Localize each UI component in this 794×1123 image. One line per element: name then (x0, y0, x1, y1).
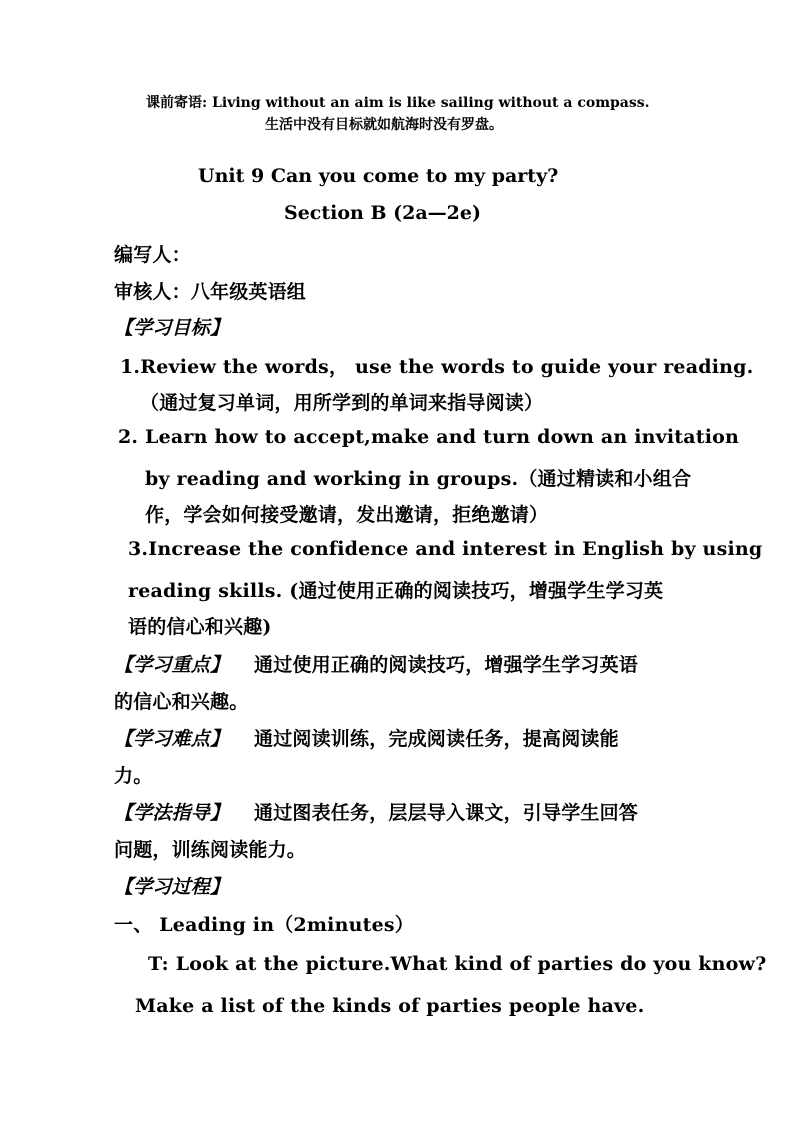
objectives-heading: 【学习目标】 (114, 317, 230, 339)
step-leading-in: 一、 Leading in（2minutes） (114, 914, 414, 936)
difficulties-text-cont: 力。 (114, 765, 153, 787)
writer-label: 编写人： (114, 244, 191, 266)
objective-2-cont-zh: 作，学会如何接受邀请，发出邀请，拒绝邀请） (145, 504, 549, 526)
method-text: 通过图表任务，层层导入课文，引导学生回答 (254, 802, 639, 824)
objective-3-cont-zh: 语的信心和兴趣) (128, 616, 272, 638)
objective-2: 2. Learn how to accept,make and turn down an invitation (118, 426, 740, 448)
objective-1: 1.Review the words， use the words to guide your reading. (120, 356, 754, 378)
motto-english: 课前寄语: Living without an aim is like sailing without a compass. (146, 95, 650, 111)
objective-3: 3.Increase the confidence and interest in English by using (128, 538, 763, 560)
difficulties-text: 通过阅读训练，完成阅读任务，提高阅读能 (254, 728, 619, 750)
section-title: Section B (2a—2e) (284, 202, 481, 224)
reviewer-label: 审核人：八年级英语组 (114, 281, 307, 303)
process-heading: 【学习过程】 (114, 876, 230, 898)
keypoints-heading: 【学习重点】 (114, 654, 230, 676)
keypoints-text: 通过使用正确的阅读技巧，增强学生学习英语 (254, 654, 639, 676)
objective-2-cont: by reading and working in groups.（通过精读和小组合 (145, 468, 692, 490)
objective-1-zh: （通过复习单词，用所学到的单词来指导阅读） (140, 392, 544, 414)
method-text-cont: 问题，训练阅读能力。 (114, 839, 307, 861)
motto-chinese: 生活中没有目标就如航海时没有罗盘。 (265, 117, 503, 133)
keypoints-text-cont: 的信心和兴趣。 (114, 691, 249, 713)
objective-3-cont: reading skills. (通过使用正确的阅读技巧，增强学生学习英 (128, 580, 664, 602)
teacher-question: T: Look at the picture.What kind of parties do you know? (148, 953, 767, 975)
list-instruction: Make a list of the kinds of parties people have. (135, 995, 645, 1017)
method-heading: 【学法指导】 (114, 802, 230, 824)
unit-title: Unit 9 Can you come to my party? (198, 165, 559, 187)
difficulties-heading: 【学习难点】 (114, 728, 230, 750)
